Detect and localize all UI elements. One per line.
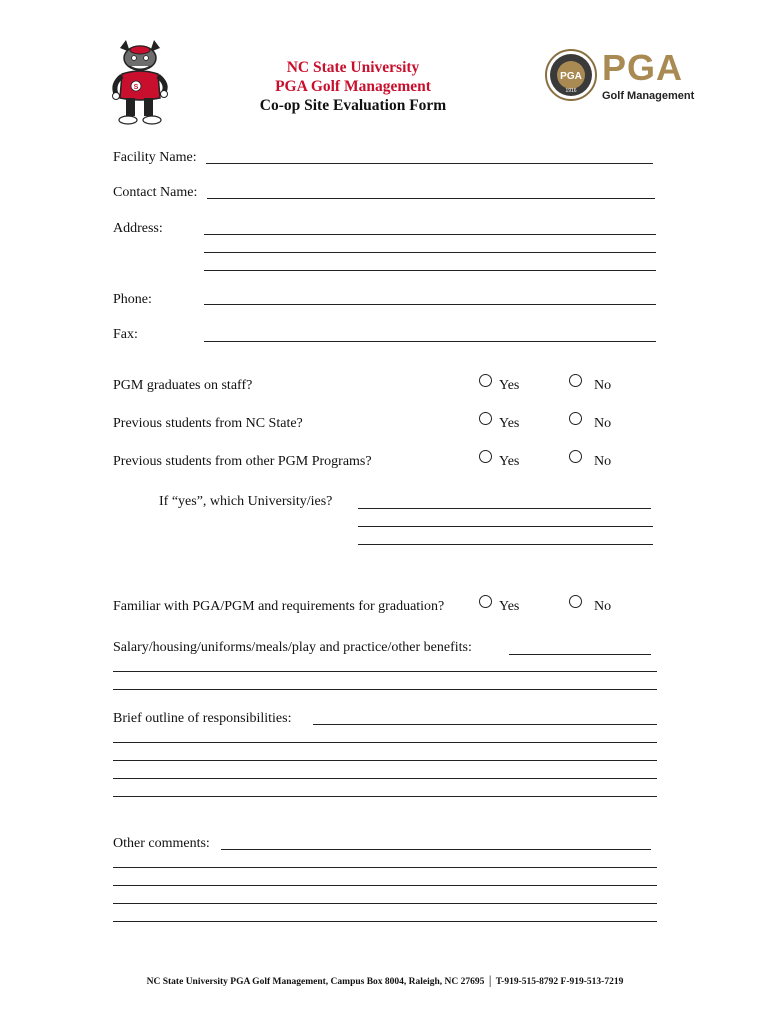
which-university-line-1[interactable] (358, 508, 651, 509)
comments-label: Other comments: (113, 836, 210, 851)
program-name: PGA Golf Management (275, 78, 431, 95)
option-yes-label: Yes (499, 599, 520, 614)
option-no-label: No (594, 599, 612, 614)
address-line-2[interactable] (204, 252, 656, 253)
comments-line-4[interactable] (113, 903, 657, 904)
radio-pgm-graduates-no[interactable] (569, 374, 582, 387)
phone-label: Phone: (113, 292, 152, 307)
benefits-label: Salary/housing/uniforms/meals/play and practice/other benefits: (113, 640, 472, 655)
benefits-line-1[interactable] (509, 654, 651, 655)
option-no-label: No (594, 416, 612, 431)
which-university-line-3[interactable] (358, 544, 653, 545)
pga-seal-icon (544, 48, 598, 102)
facility-name-label: Facility Name: (113, 150, 197, 165)
address-line-3[interactable] (204, 270, 656, 271)
address-line-1[interactable] (204, 234, 656, 235)
question-familiar-requirements: Familiar with PGA/PGM and requirements for graduation? (113, 599, 445, 614)
responsibilities-line-3[interactable] (113, 760, 657, 761)
comments-line-1[interactable] (221, 849, 651, 850)
form-title: Co-op Site Evaluation Form (259, 97, 447, 114)
comments-line-5[interactable] (113, 921, 657, 922)
radio-other-pgm-students-no[interactable] (569, 450, 582, 463)
address-label: Address: (113, 221, 163, 236)
svg-text:S: S (133, 84, 139, 91)
radio-other-pgm-students-yes[interactable] (479, 450, 492, 463)
responsibilities-line-2[interactable] (113, 742, 657, 743)
responsibilities-line-1[interactable] (313, 724, 657, 725)
pga-logo (544, 48, 714, 104)
option-yes-label: Yes (499, 454, 520, 469)
responsibilities-line-5[interactable] (113, 796, 657, 797)
radio-nc-state-students-no[interactable] (569, 412, 582, 425)
radio-pgm-graduates-yes[interactable] (479, 374, 492, 387)
comments-line-2[interactable] (113, 867, 657, 868)
which-university-label: If “yes”, which University/ies? (159, 494, 333, 509)
responsibilities-line-4[interactable] (113, 778, 657, 779)
seal-text: PGA (560, 71, 582, 82)
option-no-label: No (594, 378, 612, 393)
comments-line-3[interactable] (113, 885, 657, 886)
seal-year: 1916 (565, 88, 577, 94)
option-yes-label: Yes (499, 416, 520, 431)
benefits-line-2[interactable] (113, 671, 657, 672)
radio-nc-state-students-yes[interactable] (479, 412, 492, 425)
university-name: NC State University (286, 59, 420, 76)
fax-label: Fax: (113, 327, 138, 342)
fax-line[interactable] (204, 341, 656, 342)
pga-wordmark: PGA (602, 47, 684, 88)
which-university-line-2[interactable] (358, 526, 653, 527)
option-no-label: No (594, 454, 612, 469)
benefits-line-3[interactable] (113, 689, 657, 690)
question-other-pgm-students: Previous students from other PGM Programs? (113, 454, 372, 469)
radio-familiar-requirements-no[interactable] (569, 595, 582, 608)
option-yes-label: Yes (499, 378, 520, 393)
pga-subtitle: Golf Management (602, 90, 695, 102)
radio-familiar-requirements-yes[interactable] (479, 595, 492, 608)
facility-name-line[interactable] (206, 163, 653, 164)
responsibilities-label: Brief outline of responsibilities: (113, 711, 292, 726)
contact-name-line[interactable] (207, 198, 655, 199)
footer-contact: NC State University PGA Golf Management, Campus Box 8004, Raleigh, NC 27695 │ T-919-515-8792 F-919-513-7219 (146, 977, 624, 987)
contact-name-label: Contact Name: (113, 185, 198, 200)
question-pgm-graduates: PGM graduates on staff? (113, 378, 253, 393)
question-nc-state-students: Previous students from NC State? (113, 416, 303, 431)
phone-line[interactable] (204, 304, 656, 305)
